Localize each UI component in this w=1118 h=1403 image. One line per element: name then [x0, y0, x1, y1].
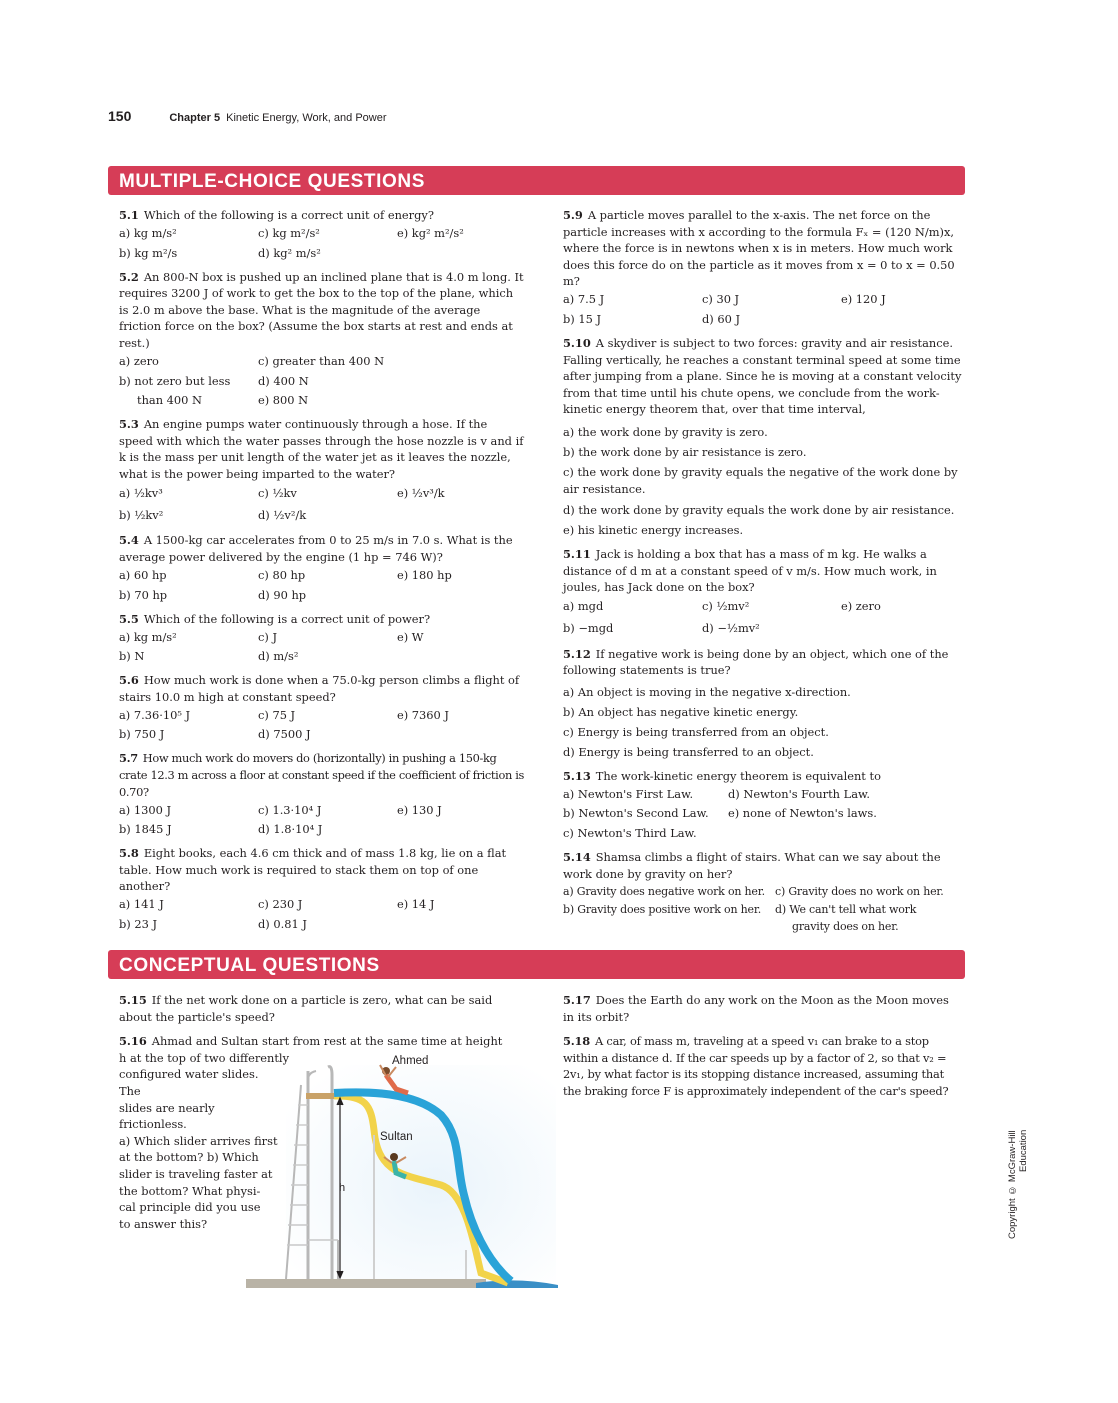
option-b: b) kg m²/s — [119, 245, 178, 260]
option-a: a) kg m/s² — [119, 226, 177, 241]
question-5-1 — [119, 207, 524, 263]
option-c: c) 75 J — [258, 707, 296, 722]
option-e: e) 800 N — [258, 393, 309, 408]
question-5-4 — [119, 532, 524, 604]
option-b: b) 15 J — [563, 311, 602, 326]
question-number: 5.6 — [119, 673, 139, 688]
ahmed-label: Ahmed — [392, 1055, 429, 1067]
cq-right-column — [563, 992, 963, 1106]
question-5-6 — [119, 672, 524, 744]
option-d: d) 400 N — [258, 373, 309, 388]
ground — [246, 1279, 486, 1288]
question-5-11 — [563, 546, 963, 640]
option-a: a) zero — [119, 354, 159, 369]
option-d: d) Newton's Fourth Law. — [728, 786, 871, 801]
question-text-line: cal principle did you use — [119, 1200, 261, 1215]
option-a: a) Gravity does negative work on her. — [563, 884, 765, 898]
option-c: c) ½mv² — [702, 599, 750, 614]
question-number: 5.17 — [563, 993, 591, 1007]
option-e: e) W — [397, 629, 424, 644]
option-a: a) 1300 J — [119, 802, 172, 817]
mc-right-column — [563, 207, 963, 942]
question-5-15 — [119, 992, 509, 1025]
question-text: Which of the following is a correct unit of power? — [143, 611, 431, 626]
question-text: Which of the following is a correct unit of energy? — [143, 208, 434, 222]
question-text-line: the bottom? What physi- — [119, 1183, 261, 1198]
question-text-line: slider is traveling faster at — [119, 1166, 273, 1181]
option-e: e) none of Newton's laws. — [728, 806, 877, 821]
option-a: a) mgd — [563, 599, 604, 614]
question-number: 5.18 — [563, 1034, 590, 1049]
option-c: c) greater than 400 N — [258, 354, 385, 369]
question-text: A particle moves parallel to the x-axis. The net force on the particle increases with x according to the formula Fₓ = (120 N/m)x, where the force is in newtons when x is in meters. How much work does this force do on the particle as it moves from x = 0 to x = 0.50 m? — [563, 208, 955, 289]
question-number: 5.2 — [119, 269, 139, 284]
option-d: d) kg² m/s² — [258, 245, 321, 260]
page-number: 150 — [108, 108, 132, 124]
option-b: b) Gravity does positive work on her. — [563, 902, 762, 916]
option-d: d) −½mv² — [702, 621, 760, 636]
height-label: h — [339, 1182, 346, 1194]
option-a: a) 60 hp — [119, 568, 167, 583]
question-text: A 1500-kg car accelerates from 0 to 25 m/s in 7.0 s. What is the average power delivered by the engine (1 hp = 746 W)? — [119, 533, 513, 565]
option-a: a) ½kv³ — [119, 486, 163, 501]
question-text-line: to answer this? — [119, 1216, 208, 1231]
option-b: b) An object has negative kinetic energy. — [563, 704, 799, 719]
question-number: 5.15 — [119, 993, 147, 1007]
question-text: An 800-N box is pushed up an inclined plane that is 4.0 m long. It requires 3200 J of work to get the box to the top of the plane, which is 2.0 m above the base. What is the magnitude of the average friction force on the box? (Assume the box starts at rest and ends at rest.) — [119, 269, 524, 350]
option-a: a) 141 J — [119, 897, 164, 912]
question-text: Ahmad and Sultan start from rest at the same time at height h at the top of two differently — [119, 1034, 503, 1065]
option-c: c) Energy is being transferred from an object. — [563, 724, 829, 739]
option-c: c) 30 J — [702, 292, 740, 307]
question-number: 5.10 — [563, 335, 591, 350]
question-number: 5.12 — [563, 646, 591, 661]
option-e: e) 120 J — [841, 292, 886, 307]
option-c: c) the work done by gravity equals the negative of the work done by air resistance. — [563, 464, 958, 496]
question-number: 5.5 — [119, 611, 139, 626]
question-text-line: configured water slides. The — [119, 1067, 259, 1098]
platform — [306, 1093, 336, 1099]
option-a: a) Newton's First Law. — [563, 786, 694, 801]
option-e: e) zero — [841, 599, 881, 614]
question-text-line: slides are nearly frictionless. — [119, 1100, 215, 1132]
option-b: b) 1845 J — [119, 822, 172, 837]
option-d: d) 0.81 J — [258, 916, 307, 931]
option-b: b) not zero but less — [119, 373, 231, 388]
option-e: e) his kinetic energy increases. — [563, 522, 744, 537]
option-b: b) ½kv² — [119, 508, 164, 523]
question-text: If the net work done on a particle is zero, what can be said about the particle's speed? — [119, 993, 493, 1024]
question-number: 5.9 — [563, 208, 583, 222]
question-text: Jack is holding a box that has a mass of m kg. He walks a distance of d m at a constant speed of v m/s. How much work, in joules, has Jack done on the box? — [563, 546, 937, 595]
question-5-18 — [563, 1033, 963, 1099]
option-b: b) −mgd — [563, 621, 614, 636]
option-b: b) N — [119, 649, 145, 664]
question-text-line: at the bottom? b) Which — [119, 1150, 259, 1165]
option-e: e) 180 hp — [397, 568, 452, 583]
question-text: Does the Earth do any work on the Moon as the Moon moves in its orbit? — [563, 993, 949, 1024]
sultan-label: Sultan — [380, 1131, 413, 1143]
question-5-12 — [563, 646, 963, 762]
option-a: a) 7.36·10⁵ J — [119, 707, 191, 722]
option-c: c) 1.3·10⁴ J — [258, 802, 322, 817]
option-d: d) 90 hp — [258, 587, 307, 602]
option-e: e) 130 J — [397, 802, 442, 817]
option-d: d) 60 J — [702, 311, 741, 326]
question-number: 5.4 — [119, 533, 139, 548]
option-d: d) 1.8·10⁴ J — [258, 822, 323, 837]
question-text: A skydiver is subject to two forces: gravity and air resistance. Falling vertically, he reaches a constant terminal speed at some time after jumping from a plane. Since he is moving at a constant velocity from that time until his chute opens, we conclude from the work-kinetic energy theorem that, over that time interval, — [563, 335, 962, 417]
question-5-5 — [119, 611, 524, 667]
option-e: e) kg² m²/s² — [397, 226, 464, 241]
water-slide-figure — [246, 1045, 561, 1290]
option-d: d) We can't tell what work — [775, 902, 917, 916]
question-number: 5.16 — [119, 1034, 147, 1049]
option-a: a) An object is moving in the negative x-direction. — [563, 684, 851, 699]
question-5-7 — [119, 750, 524, 839]
option-e: e) 7360 J — [397, 707, 449, 722]
mc-section-banner: MULTIPLE-CHOICE QUESTIONS — [108, 166, 965, 195]
option-d: d) 7500 J — [258, 727, 311, 742]
question-5-2 — [119, 269, 524, 410]
running-head — [108, 108, 387, 124]
option-b: b) the work done by air resistance is zero. — [563, 444, 807, 459]
option-e: e) 14 J — [397, 897, 435, 912]
question-text: If negative work is being done by an object, which one of the following statements is true? — [563, 646, 949, 678]
option-c: c) 80 hp — [258, 568, 306, 583]
question-number: 5.3 — [119, 417, 139, 432]
option-c: c) kg m²/s² — [258, 226, 320, 241]
question-text: Eight books, each 4.6 cm thick and of mass 1.8 kg, lie on a flat table. How much work is required to stack them on top of one another? — [119, 846, 507, 894]
option-c: c) ½kv — [258, 486, 297, 501]
option-e: e) ½v³/k — [397, 486, 445, 501]
option-b: b) 750 J — [119, 727, 165, 742]
question-5-9 — [563, 207, 963, 329]
question-text: The work-kinetic energy theorem is equivalent to — [595, 768, 881, 783]
chapter-label: Chapter 5 — [169, 112, 221, 124]
question-5-17 — [563, 992, 963, 1025]
option-d: d) Energy is being transferred to an object. — [563, 744, 814, 759]
question-5-14 — [563, 849, 963, 936]
option-b-cont: than 400 N — [137, 393, 202, 408]
option-d: d) ½v²/k — [258, 508, 307, 523]
question-number: 5.1 — [119, 208, 139, 222]
mc-left-column — [119, 207, 524, 940]
option-b: b) 23 J — [119, 916, 158, 931]
option-d: d) the work done by gravity equals the work done by air resistance. — [563, 502, 955, 517]
question-text-line: a) Which slider arrives first — [119, 1133, 278, 1148]
copyright-notice: Copyright © McGraw-Hill Education — [1007, 1130, 1029, 1239]
option-b: b) Newton's Second Law. — [563, 806, 709, 821]
question-number: 5.11 — [563, 546, 591, 561]
option-c: c) J — [258, 629, 278, 644]
question-number: 5.13 — [563, 768, 591, 783]
option-c: c) 230 J — [258, 897, 303, 912]
question-number: 5.14 — [563, 850, 591, 864]
question-5-10 — [563, 335, 963, 540]
option-a: a) kg m/s² — [119, 629, 177, 644]
option-d-cont: gravity does on her. — [792, 919, 899, 933]
question-text: How much work is done when a 75.0-kg person climbs a flight of stairs 10.0 m high at constant speed? — [119, 673, 520, 704]
question-5-8 — [119, 845, 524, 934]
chapter-title: Kinetic Energy, Work, and Power — [226, 112, 387, 124]
option-a: a) 7.5 J — [563, 292, 605, 307]
question-5-13 — [563, 768, 963, 843]
question-number: 5.8 — [119, 846, 139, 861]
option-b: b) 70 hp — [119, 587, 168, 602]
question-text: An engine pumps water continuously through a hose. If the speed with which the water passes through the hose nozzle is v and if k is the mass per unit length of the water jet as it leaves the nozzle, what is the power being imparted to the water? — [119, 417, 524, 481]
option-c: c) Gravity does no work on her. — [775, 884, 944, 898]
question-number: 5.7 — [119, 751, 138, 766]
option-d: d) m/s² — [258, 649, 299, 664]
conceptual-section-banner: CONCEPTUAL QUESTIONS — [108, 950, 965, 979]
question-5-3 — [119, 416, 524, 526]
question-text: Shamsa climbs a flight of stairs. What can we say about the work done by gravity on her? — [563, 850, 941, 881]
option-c: c) Newton's Third Law. — [563, 825, 697, 840]
question-text: A car, of mass m, traveling at a speed v₁ can brake to a stop within a distance d. If the car speeds up by a factor of 2, so that v₂ = 2v₁, by what factor is its stopping distance increased, assuming that the braking force F is approximately independent of the car's speed? — [563, 1034, 949, 1098]
option-a: a) the work done by gravity is zero. — [563, 424, 768, 439]
question-text: How much work do movers do (horizontally) in pushing a 150-kg crate 12.3 m across a floor at constant speed if the coefficient of friction is 0.70? — [119, 751, 524, 799]
